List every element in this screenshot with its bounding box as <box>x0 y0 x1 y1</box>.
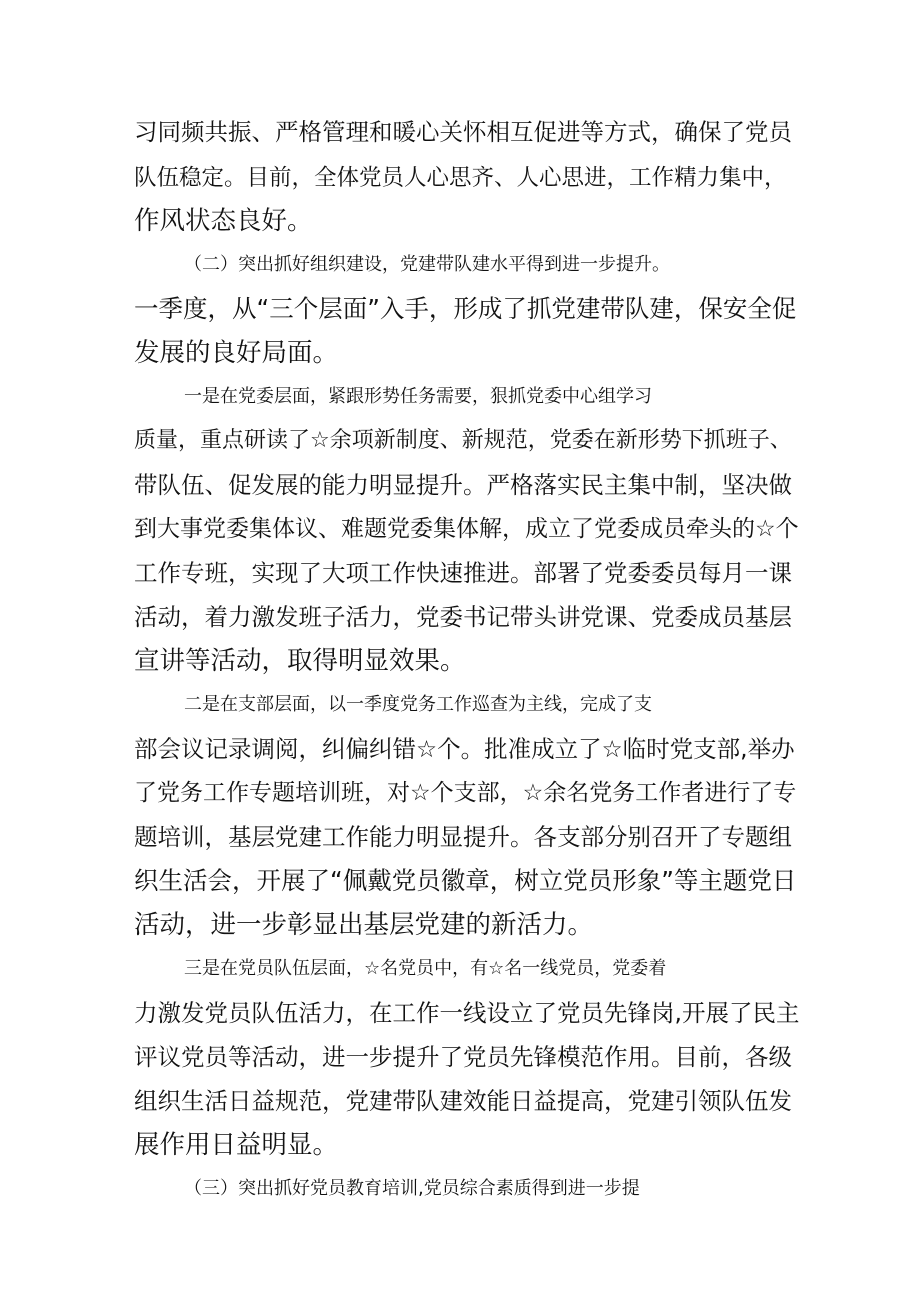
text-line: 到大事党委集体议、难题党委集体解，成立了党委成员牵头的☆个 <box>134 516 799 542</box>
paragraph-first-line: 二是在支部层面，以一季度党务工作巡查为主线，完成了支 <box>184 694 652 715</box>
text-line: 织生活会，开展了“佩戴党员徽章，树立党员形象”等主题党日 <box>134 866 797 895</box>
text-line: 队伍稳定。目前，全体党员人心思齐、人心思进，工作精力集中， <box>134 165 787 191</box>
text-line: 带队伍、促发展的能力明显提升。严格落实民主集中制，坚决做 <box>134 471 792 499</box>
text-line: 评议党员等活动，进一步提升了党员先锋模范作用。目前，各级 <box>134 1043 792 1071</box>
text-line: 一季度，从“三个层面”入手，形成了抓党建带队建，保安全促 <box>134 294 797 323</box>
section-heading: （三）突出抓好党员教育培训,党员综合素质得到进一步提 <box>184 1178 640 1199</box>
text-line: 活动，进一步彰显出基层党建的新活力。 <box>134 910 594 940</box>
text-line: 宣讲等活动，取得明显效果。 <box>134 646 466 676</box>
text-line: 发展的良好局面。 <box>134 338 339 368</box>
text-line: 质量，重点研读了☆余项新制度、新规范，党委在新形势下抓班子、 <box>134 428 792 453</box>
text-line: 题培训，基层党建工作能力明显提升。各支部分别召开了专题组 <box>134 823 792 851</box>
text-line: 习同频共振、严格管理和暖心关怀相互促进等方式，确保了党员 <box>134 118 792 146</box>
text-line: 活动，着力激发班子活力，党委书记带头讲党课、党委成员基层 <box>134 603 792 631</box>
text-line: 力激发党员队伍活力，在工作一线设立了党员先锋岗,开展了民主 <box>134 999 800 1027</box>
text-line: 工作专班，实现了大项工作快速推进。部署了党委委员每月一课 <box>134 559 792 587</box>
section-heading: （二）突出抓好组织建设，党建带队建水平得到进一步提升。 <box>184 254 670 275</box>
paragraph-first-line: 三是在党员队伍层面，☆名党员中，有☆名一线党员，党委着 <box>184 958 667 979</box>
text-line: 部会议记录调阅，纠偏纠错☆个。批准成立了☆临时党支部,举办 <box>134 735 795 763</box>
paragraph-first-line: 一是在党委层面，紧跟形势任务需要，狠抓党委中心组学习 <box>184 386 652 407</box>
text-line: 了党务工作专题培训班，对☆个支部，☆余名党务工作者进行了专 <box>134 780 797 806</box>
text-line: 组织生活日益规范，党建带队建效能日益提高，党建引领队伍发 <box>134 1087 792 1115</box>
text-line: 作风状态良好。 <box>134 206 313 236</box>
text-line: 展作用日益明显。 <box>134 1130 339 1160</box>
